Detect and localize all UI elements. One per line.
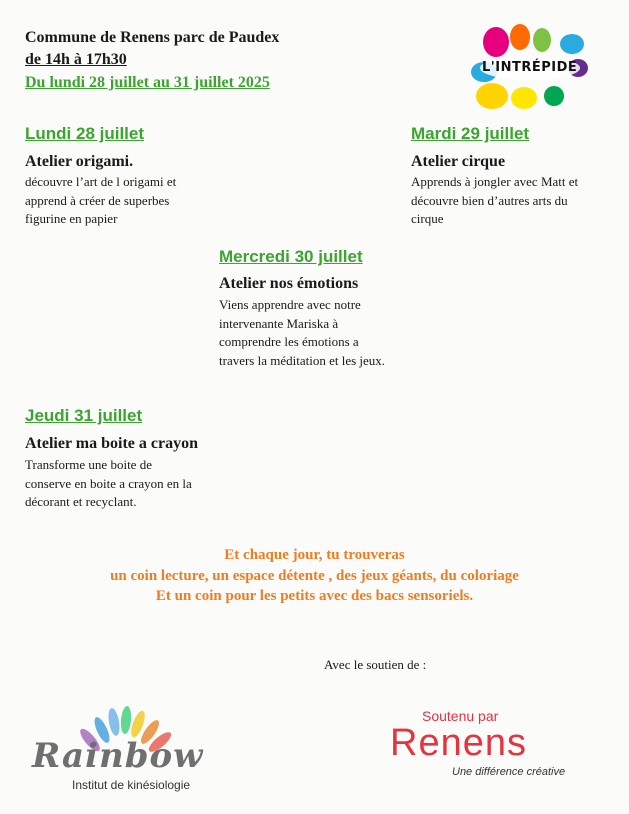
daily-activities-line: un coin lecture, un espace détente , des jeux géants, du coloriage [110,568,519,584]
day-title-lundi: Lundi 28 juillet [25,124,145,143]
description-line: découvre bien d’autres arts du [411,192,568,208]
description-line: conserve en boite a crayon en la [25,475,192,491]
description-line: décorant et recyclant. [25,494,137,509]
day-title-mardi: Mardi 29 juillet [411,124,530,143]
description-line: Transforme une boite de [25,457,152,472]
renens-logo-prefix: Soutenu par [422,708,499,724]
atelier-description [25,173,176,229]
description-line: Viens apprendre avec notre [219,297,361,312]
header-dates: Du lundi 28 juillet au 31 juillet 2025 [25,74,270,91]
description-line: cirque [411,211,444,226]
atelier-cirque: Atelier cirque [411,153,506,170]
rainbow-logo-text: Rainbow [32,736,204,776]
description-line: comprendre les émotions a [219,334,359,349]
atelier-origami: Atelier origami. [25,153,134,170]
atelier-description [25,456,192,512]
atelier-boite-crayon: Atelier ma boite a crayon [25,435,198,452]
description-line: intervenante Mariska à [219,315,339,331]
atelier-description [219,296,385,370]
rainbow-logo-subtitle: Institut de kinésiologie [72,778,191,792]
intrepide-logo-text: L'INTRÉPIDE [482,60,578,75]
description-line: apprend à créer de superbes [25,192,170,208]
atelier-description [411,173,578,229]
atelier-emotions: Atelier nos émotions [219,275,359,292]
description-line: Apprends à jongler avec Matt et [411,174,579,189]
description-line: travers la méditation et les jeux. [219,352,386,368]
support-label: Avec le soutien de : [324,657,427,672]
renens-logo-tagline: Une différence créative [452,766,566,778]
day-title-mercredi: Mercredi 30 juillet [219,247,363,266]
day-title-jeudi: Jeudi 31 juillet [25,406,143,425]
renens-logo [390,708,570,788]
rainbow-logo [28,700,228,800]
daily-activities-line: Et un coin pour les petits avec des bacs sensoriels. [155,588,474,604]
renens-logo-text: Renens [390,722,527,764]
intrepide-logo [466,22,596,114]
description-line: découvre l’art de l origami et [25,174,177,189]
description-line: figurine en papier [25,211,118,226]
daily-activities-line: Et chaque jour, tu trouveras [224,547,405,563]
header-location: Commune de Renens parc de Paudex [25,29,280,46]
header-hours: de 14h à 17h30 [25,51,127,68]
